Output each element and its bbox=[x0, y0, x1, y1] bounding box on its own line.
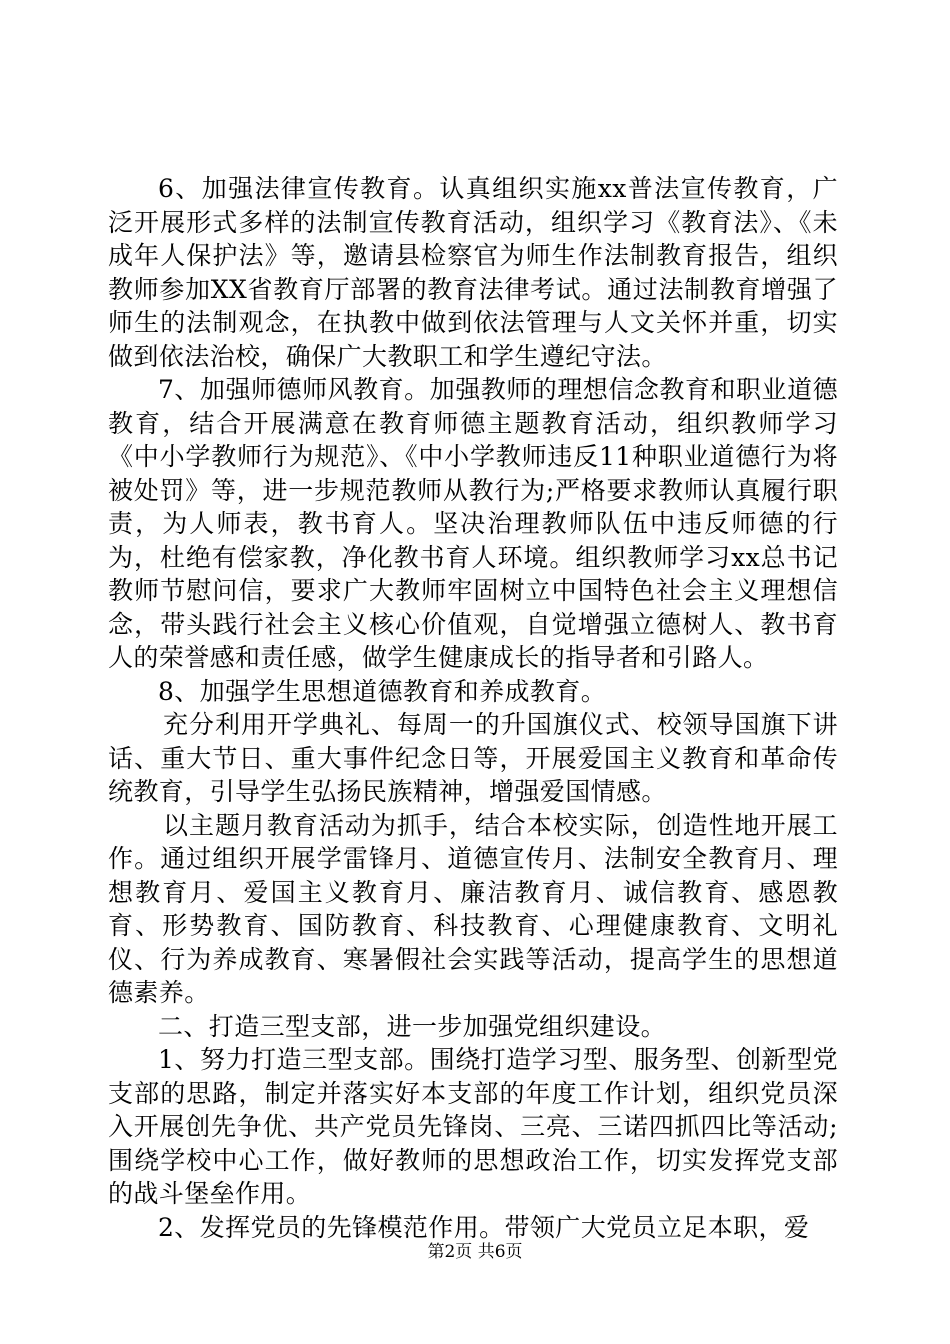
document-body bbox=[108, 172, 838, 1244]
page-number-footer: 第2页 共6页 bbox=[427, 1242, 523, 1262]
paragraph-2-party-member-role: 2、发挥党员的先锋模范作用。带领广大党员立足本职，爱 bbox=[158, 1212, 810, 1242]
section-heading-party-building: 二、打造三型支部，进一步加强党组织建设。 bbox=[158, 1011, 667, 1041]
paragraph-1-three-type-branch: 1、努力打造三型支部。围绕打造学习型、服务型、创新型党支部的思路，制定并落实好本支部的年度工作计划，组织党员深入开展创先争优、共产党员先锋岗、三亮、三诺四抓四比等活动;围绕学校中心工作，做好教师的思想政治工作，切实发挥党支部的战斗堡垒作用。 bbox=[108, 1045, 838, 1208]
paragraph-8-student-moral-education: 8、加强学生思想道德教育和养成教育。 bbox=[158, 676, 607, 706]
paragraph-patriotic-education: 充分利用开学典礼、每周一的升国旗仪式、校领导国旗下讲话、重大节日、重大事件纪念日等，开展爱国主义教育和革命传统教育，引导学生弘扬民族精神，增强爱国情感。 bbox=[108, 710, 838, 806]
paragraph-6-law-education: 6、加强法律宣传教育。认真组织实施xx普法宣传教育，广泛开展形式多样的法制宣传教育活动，组织学习《教育法》、《未成年人保护法》等，邀请县检察官为师生作法制教育报告，组织教师参加XX省教育厅部署的教育法律考试。通过法制教育增强了师生的法制观念，在执教中做到依法管理与人文关怀并重，切实做到依法治校，确保广大教职工和学生遵纪守法。 bbox=[108, 174, 838, 371]
paragraph-theme-month-activities: 以主题月教育活动为抓手，结合本校实际，创造性地开展工作。通过组织开展学雷锋月、道德宣传月、法制安全教育月、理想教育月、爱国主义教育月、廉洁教育月、诚信教育、感恩教育、形势教育、国防教育、科技教育、心理健康教育、文明礼仪、行为养成教育、寒暑假社会实践等活动，提高学生的思想道德素养。 bbox=[108, 810, 838, 1007]
paragraph-7-teacher-ethics: 7、加强师德师风教育。加强教师的理想信念教育和职业道德教育，结合开展满意在教育师德主题教育活动，组织教师学习《中小学教师行为规范》、《中小学教师违反11种职业道德行为将被处罚》等，进一步规范教师从教行为;严格要求教师认真履行职责，为人师表，教书育人。坚决治理教师队伍中违反师德的行为，杜绝有偿家教，净化教书育人环境。组织教师学习xx总书记教师节慰问信，要求广大教师牢固树立中国特色社会主义理想信念，带头践行社会主义核心价值观，自觉增强立德树人、教书育人的荣誉感和责任感，做学生健康成长的指导者和引路人。 bbox=[108, 375, 838, 672]
